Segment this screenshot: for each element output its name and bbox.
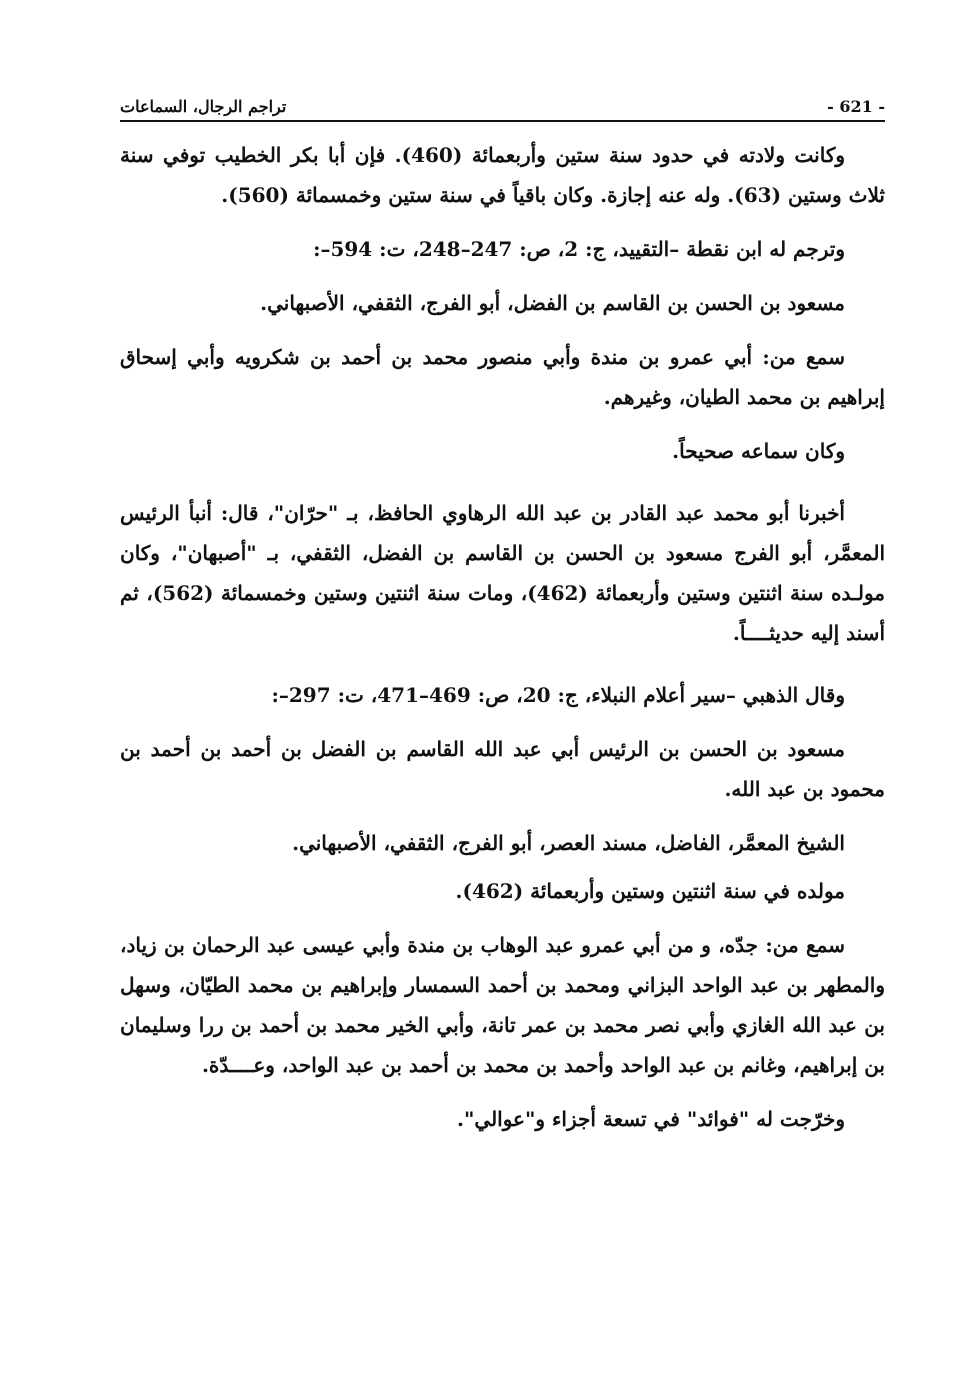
page-number: - 621 - (827, 97, 885, 116)
paragraph: وكان سماعه صحيحاً. (672, 439, 845, 463)
paragraph: مولده في سنة اثنتين وستين وأربعمائة (462). (455, 879, 845, 903)
page-header (120, 86, 885, 122)
paragraph: مسعود بن الحسن بن الرئيس أبي عبد الله القاسم بن الفضل بن أحمد بن أحمد بن محمود بن عبد الله. (120, 737, 885, 801)
paragraph: سمع من: أبي عمرو بن مندة وأبي منصور محمد بن أحمد بن شكرويه وأبي إسحاق إبراهيم بن محمد الطيان، وغيرهم. (120, 345, 885, 409)
paragraph: الشيخ المعمَّر، الفاضل، مسند العصر، أبو الفرج، الثقفي، الأصبهاني. (292, 831, 845, 855)
paragraph: وكانت ولادته في حدود سنة ستين وأربعمائة (460). فإن أبا بكر الخطيب توفي سنة ثلاث وستين (63). وله عنه إجازة. وكان باقياً في سنة ستين وخمسمائة (560). (120, 143, 885, 207)
paragraph: وخرّجت له "فوائد" في تسعة أجزاء و"عوالي". (457, 1107, 845, 1131)
paragraph: وقال الذهبي –سير أعلام النبلاء، ج: 20، ص: 469–471، ت: 297–: (271, 683, 845, 707)
paragraph: أخبرنا أبو محمد عبد القادر بن عبد الله الرهاوي الحافظ، بـ "حرّان"، قال: أنبأ الرئيس المعمَّر، أبو الفرج مسعود بن الحسن بن القاسم بن الفضل، الثقفي، بـ "أصبهان"، وكان مولـده سنة اثنتين وستين وأربعمائة (462)، ومات سنة اثنتين وستين وخمسمائة (562)، ثم أسند إليه حديثــــاً. (120, 501, 885, 645)
paragraph: مسعود بن الحسن بن القاسم بن الفضل، أبو الفرج، الثقفي، الأصبهاني. (260, 291, 845, 315)
body-text (120, 135, 885, 1139)
paragraph: وترجم له ابن نقطة –التقييد، ج: 2، ص: 247–248، ت: 594–: (313, 237, 845, 261)
running-title: تراجم الرجال، السماعات (120, 97, 287, 116)
paragraph: سمع من: جدّه، و من أبي عمرو عبد الوهاب بن مندة وأبي عيسى عبد الرحمان بن زياد، والمطهر بن عبد الواحد البزاني ومحمد بن أحمد السمسار وإبراهيم بن محمد الطيّان، وسهل بن عبد الله الغازي وأبي نصر محمد بن عمر تانة، وأبي الخير محمد بن أحمد بن ررا وسليمان بن إبراهيم، وغانم بن عبد الواحد وأحمد بن محمد بن أحمد بن عبد الواحد، وعــــدّة. (120, 933, 886, 1077)
